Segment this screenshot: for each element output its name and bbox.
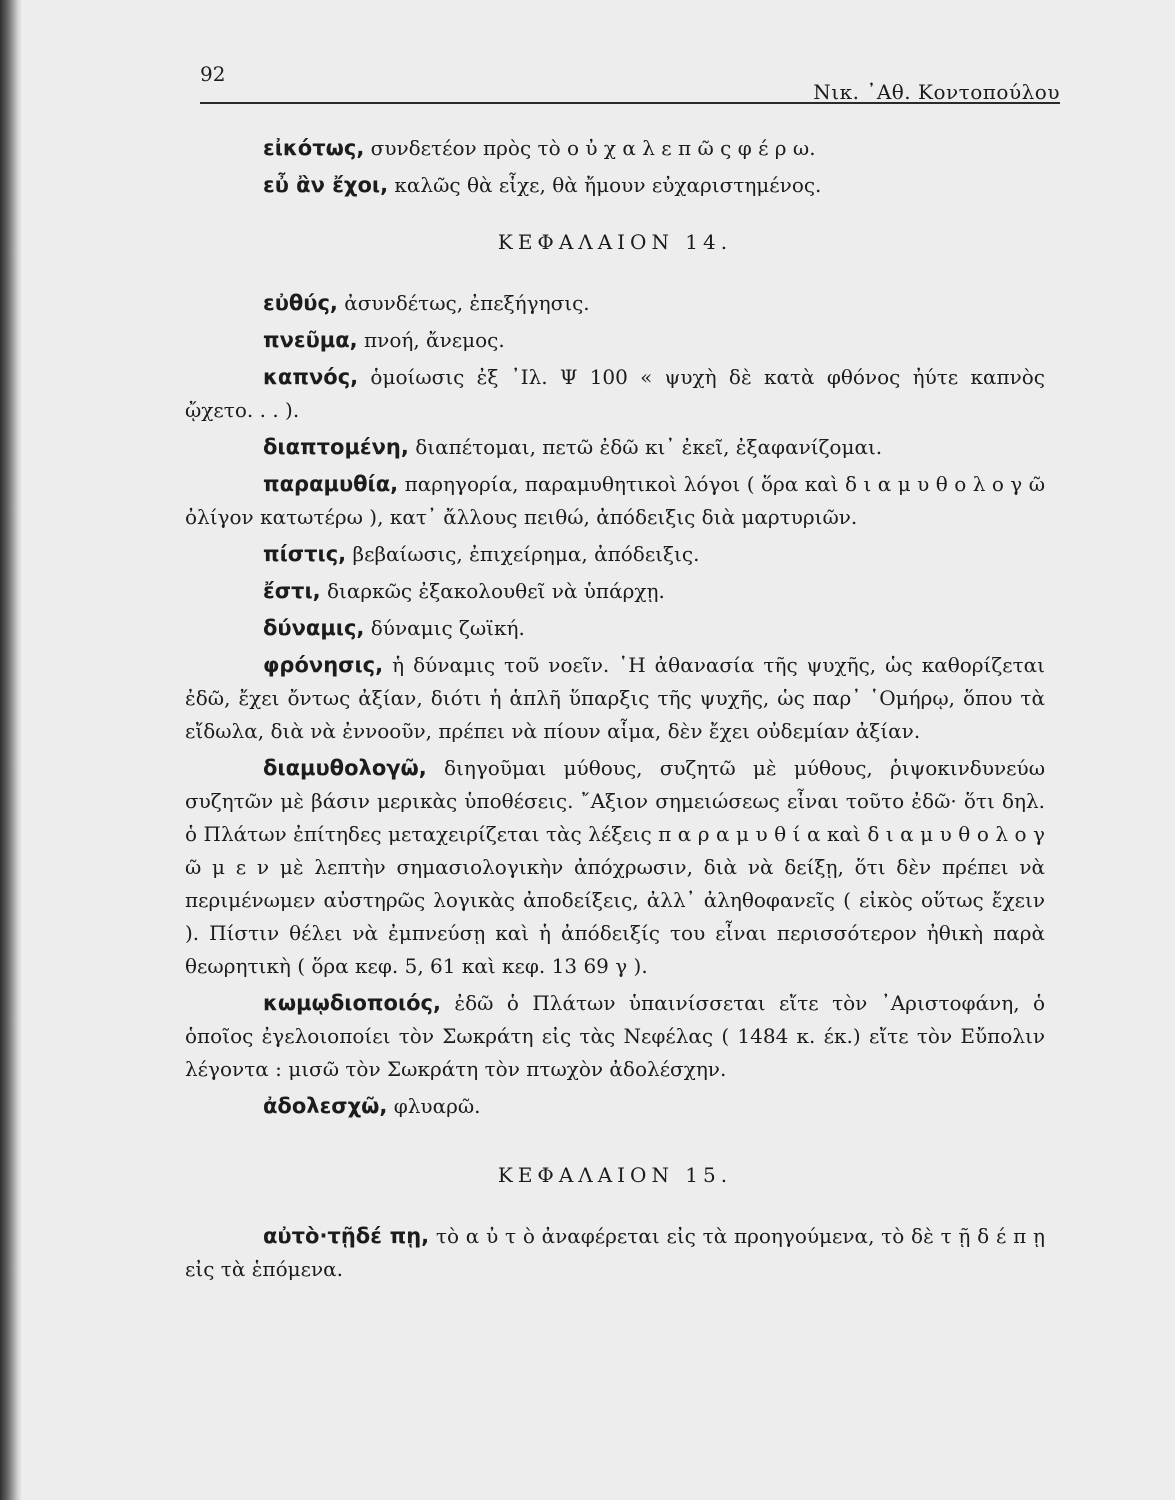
book-spine-shadow <box>0 0 22 1500</box>
gloss-entry <box>185 1090 1045 1123</box>
gloss-entry <box>185 169 1045 202</box>
headword: εὖ ἂν ἔχοι, <box>263 173 389 197</box>
gloss-entry <box>185 987 1045 1086</box>
headword: παραμυθία, <box>263 472 399 496</box>
gloss-entry <box>185 1220 1045 1286</box>
gloss-entry <box>185 752 1045 983</box>
headword: δύναμις, <box>263 616 365 640</box>
gloss-entry <box>185 324 1045 357</box>
entries-chapter-14 <box>185 287 1045 1123</box>
gloss-entry <box>185 287 1045 320</box>
gloss-text: ὁμοίωσις ἐξ ᾿Ιλ. Ψ 100 « ψυχὴ δὲ κατὰ φθόνος ἠύτε καπνὸς ᾤχετο. . . ). <box>185 365 1046 422</box>
headword: εἰκότως, <box>263 136 365 160</box>
headword: εὐθύς, <box>263 291 338 315</box>
gloss-entry <box>185 132 1045 165</box>
headword: αὐτὸ·τῇδέ πῃ, <box>263 1224 430 1248</box>
headword: πίστις, <box>263 542 347 566</box>
entries-top <box>185 132 1045 202</box>
gloss-text: τὸ α ὐ τ ὸ ἀναφέρεται εἰς τὰ προηγούμενα, τὸ δὲ τ ῇ δ έ π ῃ εἰς τὰ ἑπόμενα. <box>185 1224 1045 1281</box>
running-head: Νικ. ᾿Αθ. Κοντοπούλου <box>813 80 1060 104</box>
gloss-entry <box>185 649 1045 748</box>
gloss-entry <box>185 468 1045 534</box>
page-content <box>185 132 1045 1290</box>
gloss-text: διαρκῶς ἐξακολουθεῖ νὰ ὑπάρχῃ. <box>326 579 665 603</box>
page-number: 92 <box>200 62 226 86</box>
gloss-text: ἡ δύναμις τοῦ νοεῖν. ῾Η ἀθανασία τῆς ψυχῆς, ὡς καθορίζεται ἐδῶ, ἔχει ὄντως ἀξίαν, διότι ἡ ἁπλῆ ὕπαρξις τῆς ψυχῆς, ὡς παρ᾿ ῾Ομήρῳ, ὅπου τὰ εἴδωλα, διὰ νὰ ἐννοοῦν, πρέπει νὰ πίουν αἷμα, δὲν ἔχει οὐδεμίαν ἀξίαν. <box>185 653 1045 743</box>
gloss-text: ἀσυνδέτως, ἐπεξήγησις. <box>344 291 590 315</box>
gloss-text: διαπέτομαι, πετῶ ἐδῶ κι᾿ ἐκεῖ, ἐξαφανίζομαι. <box>415 435 883 459</box>
gloss-text: φλυαρῶ. <box>393 1094 481 1118</box>
headword: ἔστι, <box>263 579 321 603</box>
chapter-heading-15: ΚΕΦΑΛΑΙΟΝ 15. <box>497 1163 733 1187</box>
gloss-entry <box>185 612 1045 645</box>
entries-chapter-15 <box>185 1220 1045 1286</box>
gloss-entry <box>185 431 1045 464</box>
gloss-text: διηγοῦμαι μύθους, συζητῶ μὲ μύθους, ῥιψοκινδυνεύω συζητῶν μὲ βάσιν μερικὰς ὑποθέσεις. ῎Αξιον σημειώσεως εἶναι τοῦτο ἐδῶ· ὅτι δηλ. ὁ Πλάτων ἐπίτηδες μεταχειρίζεται τὰς λέξεις π α ρ α μ υ θ ί α καὶ δ ι α μ υ θ ο λ ο γ ῶ μ ε ν μὲ λεπτὴν σημασιολογικὴν ἀπόχρωσιν, διὰ νὰ δείξῃ, ὅτι δὲν πρέπει νὰ περιμένωμεν αὐστηρῶς λογικὰς ἀποδείξεις, ἀλλ᾿ ἀληθοφανεῖς ( εἰκὸς οὕτως ἔχειν ). Πίστιν θέλει νὰ ἐμπνεύσῃ καὶ ἡ ἀπόδειξίς του εἶναι περισσότερον ἠθικὴ παρὰ θεωρητικὴ ( ὅρα κεφ. 5, 61 καὶ κεφ. 13 69 γ ). <box>185 756 1045 978</box>
page-header <box>200 62 1060 104</box>
headword: διαμυθολογῶ, <box>263 756 427 780</box>
gloss-entry <box>185 538 1045 571</box>
gloss-entry <box>185 575 1045 608</box>
headword: καπνός, <box>263 365 359 389</box>
gloss-text: ἐδῶ ὁ Πλάτων ὑπαινίσσεται εἴτε τὸν ᾿Αριστοφάνη, ὁ ὁποῖος ἐγελοιοποίει τὸν Σωκράτη εἰς τὰς Νεφέλας ( 1484 κ. έκ.) εἴτε τὸν Εὔπολιν λέγοντα : μισῶ τὸν Σωκράτη τὸν πτωχὸν ἀδολέσχην. <box>185 991 1045 1081</box>
chapter-heading-14: ΚΕΦΑΛΑΙΟΝ 14. <box>497 230 733 254</box>
headword: διαπτομένη, <box>263 435 409 459</box>
gloss-text: δύναμις ζωϊκή. <box>370 616 525 640</box>
gloss-text: παρηγορία, παραμυθητικοὶ λόγοι ( ὅρα καὶ δ ι α μ υ θ ο λ ο γ ῶ ὀλίγον κατωτέρω ), κατ᾿ ἄλλους πειθώ, ἀπόδειξις διὰ μαρτυριῶν. <box>185 472 1046 529</box>
gloss-text: πνοή, ἄνεμος. <box>364 328 505 352</box>
gloss-entry <box>185 361 1045 427</box>
gloss-text: καλῶς θὰ εἶχε, θὰ ἤμουν εὐχαριστημένος. <box>394 173 822 197</box>
headword: πνεῦμα, <box>263 328 358 352</box>
gloss-text: βεβαίωσις, ἐπιχείρημα, ἀπόδειξις. <box>352 542 700 566</box>
headword: κωμῳδιοποιός, <box>263 991 441 1015</box>
gloss-text: συνδετέον πρὸς τὸ ο ὐ χ α λ ε π ῶ ς φ έ ρ ω. <box>370 136 816 160</box>
headword: ἀδολεσχῶ, <box>263 1094 388 1118</box>
headword: φρόνησις, <box>263 653 384 677</box>
